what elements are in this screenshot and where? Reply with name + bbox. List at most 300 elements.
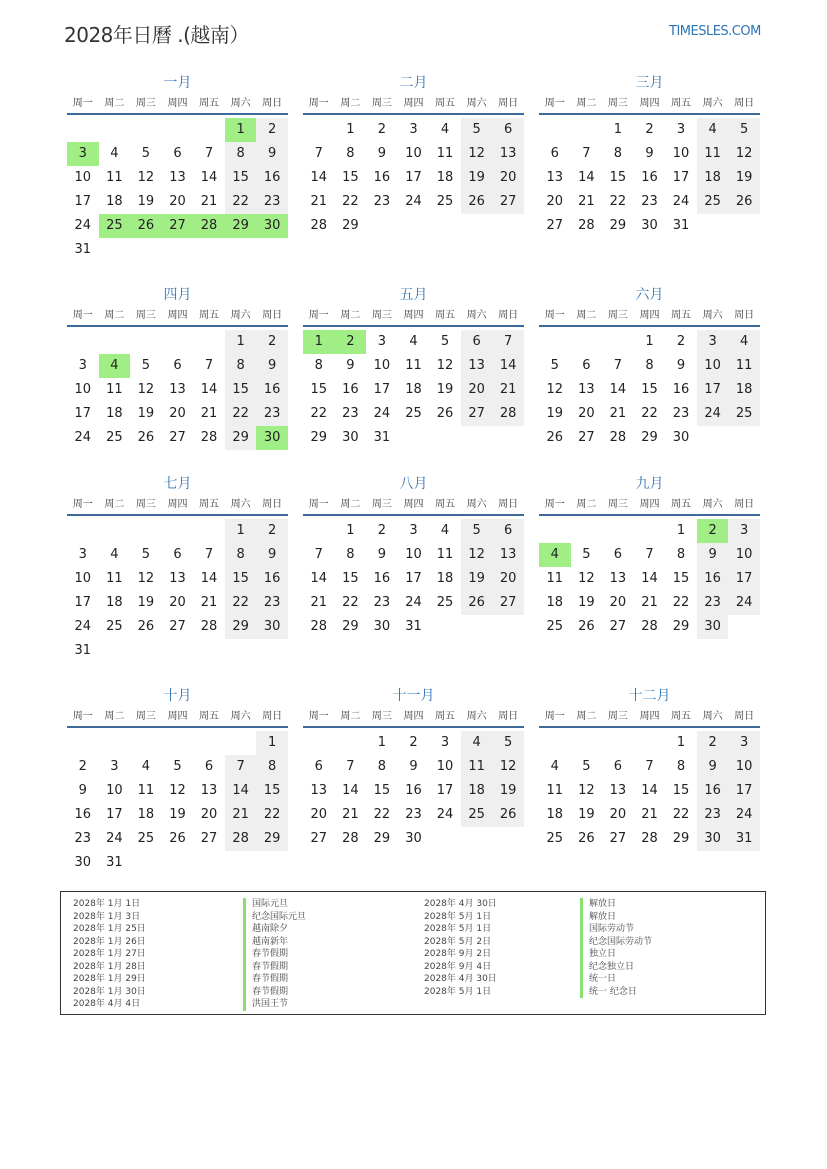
day-cell[interactable]: 29 [641,430,658,445]
day-cell[interactable]: 7 [204,358,214,373]
day-cell[interactable]: 9 [697,755,729,779]
day-cell[interactable]: 22 [672,595,690,610]
day-cell[interactable]: 5 [728,118,760,142]
day-cell[interactable]: 19 [461,166,493,190]
day-cell[interactable]: 15 [373,783,391,798]
day-cell[interactable]: 5 [141,547,151,562]
day-cell[interactable]: 23 [373,595,391,610]
day-cell[interactable]: 2 [377,122,387,137]
day-cell[interactable]: 29 [342,218,359,233]
day-cell[interactable]: 29 [672,831,690,846]
day-cell[interactable]: 11 [546,571,564,586]
day-cell[interactable]: 21 [641,595,658,610]
day-cell[interactable]: 20 [578,406,595,421]
day-cell[interactable]: 15 [225,166,257,190]
day-cell[interactable]: 16 [641,170,658,185]
day-cell[interactable]: 19 [461,567,493,591]
day-cell[interactable]: 7 [582,146,591,161]
day-cell[interactable]: 17 [697,378,729,402]
day-cell[interactable]: 18 [106,194,123,209]
day-cell[interactable]: 24 [728,591,760,615]
day-cell[interactable]: 10 [106,783,123,798]
day-cell[interactable]: 19 [492,779,524,803]
day-cell[interactable]: 6 [492,519,524,543]
day-cell[interactable]: 19 [578,595,595,610]
day-cell[interactable]: 27 [609,831,627,846]
day-cell[interactable]: 15 [225,567,257,591]
day-cell[interactable]: 23 [256,402,288,426]
day-cell[interactable]: 14 [310,571,328,586]
day-cell[interactable]: 10 [728,543,760,567]
day-cell[interactable]: 16 [256,567,288,591]
day-cell[interactable]: 12 [461,142,493,166]
day-cell[interactable]: 27 [461,402,493,426]
day-cell[interactable]: 12 [492,755,524,779]
day-cell[interactable]: 12 [546,382,564,397]
day-cell[interactable]: 22 [342,595,359,610]
day-cell[interactable]: 4 [728,330,760,354]
day-cell[interactable]: 1 [613,122,623,137]
day-cell[interactable]: 1 [346,523,355,538]
day-cell[interactable]: 2 [645,122,654,137]
day-cell[interactable]: 16 [373,571,391,586]
day-cell[interactable]: 10 [74,382,92,397]
day-cell[interactable]: 7 [613,358,623,373]
day-cell[interactable]: 27 [310,831,328,846]
day-cell[interactable]: 2 [256,519,288,543]
day-cell[interactable]: 27 [492,591,524,615]
day-cell[interactable]: 21 [609,406,627,421]
day-cell[interactable]: 10 [74,170,92,185]
day-cell[interactable]: 29 [310,430,328,445]
day-cell[interactable]: 26 [130,214,162,238]
day-cell[interactable]: 8 [613,146,623,161]
day-cell[interactable]: 31 [106,855,123,870]
day-cell[interactable]: 8 [676,547,686,562]
day-cell[interactable]: 11 [137,783,155,798]
day-cell[interactable]: 27 [546,218,564,233]
day-cell[interactable]: 13 [492,142,524,166]
day-cell[interactable]: 3 [409,523,418,538]
day-cell[interactable]: 8 [346,146,355,161]
day-cell[interactable]: 5 [492,731,524,755]
day-cell[interactable]: 10 [373,358,391,373]
day-cell[interactable]: 5 [141,358,151,373]
day-cell[interactable]: 2 [377,523,387,538]
day-cell[interactable]: 17 [106,807,123,822]
day-cell[interactable]: 27 [169,430,186,445]
day-cell[interactable]: 20 [492,166,524,190]
day-cell[interactable]: 14 [200,382,218,397]
day-cell[interactable]: 24 [405,595,422,610]
day-cell[interactable]: 28 [641,619,658,634]
day-cell[interactable]: 12 [137,382,155,397]
day-cell[interactable]: 17 [436,783,454,798]
day-cell[interactable]: 15 [609,170,627,185]
day-cell[interactable]: 19 [546,406,564,421]
day-cell[interactable]: 6 [461,330,493,354]
day-cell[interactable]: 18 [137,807,155,822]
day-cell[interactable]: 5 [173,759,182,774]
day-cell[interactable]: 14 [492,354,524,378]
day-cell[interactable]: 19 [169,807,186,822]
day-cell[interactable]: 19 [137,406,155,421]
day-cell[interactable]: 24 [672,194,690,209]
day-cell[interactable]: 7 [314,547,323,562]
day-cell[interactable]: 17 [405,571,422,586]
day-cell[interactable]: 18 [436,571,454,586]
day-cell[interactable]: 25 [436,595,454,610]
day-cell[interactable]: 16 [672,382,690,397]
day-cell[interactable]: 27 [609,619,627,634]
day-cell[interactable]: 17 [74,595,92,610]
day-cell[interactable]: 29 [672,619,690,634]
day-cell[interactable]: 20 [609,595,627,610]
day-cell[interactable]: 5 [461,118,493,142]
day-cell[interactable]: 10 [405,547,422,562]
day-cell[interactable]: 15 [641,382,658,397]
day-cell[interactable]: 16 [256,166,288,190]
day-cell[interactable]: 29 [256,827,288,851]
day-cell[interactable]: 5 [582,759,591,774]
day-cell[interactable]: 26 [461,190,493,214]
day-cell[interactable]: 9 [409,759,418,774]
day-cell[interactable]: 2 [409,735,418,750]
day-cell[interactable]: 28 [200,619,218,634]
day-cell[interactable]: 11 [106,571,123,586]
day-cell[interactable]: 15 [342,170,359,185]
day-cell[interactable]: 1 [676,523,686,538]
day-cell[interactable]: 17 [405,170,422,185]
day-cell[interactable]: 7 [645,759,654,774]
day-cell[interactable]: 14 [200,170,218,185]
day-cell[interactable]: 21 [310,194,328,209]
day-cell[interactable]: 25 [546,831,564,846]
day-cell[interactable]: 14 [342,783,359,798]
day-cell[interactable]: 10 [728,755,760,779]
day-cell[interactable]: 22 [342,194,359,209]
day-cell[interactable]: 22 [672,807,690,822]
day-cell[interactable]: 9 [377,146,387,161]
day-cell[interactable]: 13 [169,170,186,185]
day-cell[interactable]: 9 [676,358,686,373]
day-cell[interactable]: 22 [641,406,658,421]
day-cell[interactable]: 17 [74,194,92,209]
day-cell[interactable]: 21 [492,378,524,402]
day-cell[interactable]: 24 [74,218,92,233]
day-cell[interactable]: 8 [645,358,654,373]
day-cell[interactable]: 28 [225,827,257,851]
day-cell[interactable]: 26 [169,831,186,846]
day-cell[interactable]: 8 [225,543,257,567]
day-cell[interactable]: 21 [200,194,218,209]
day-cell[interactable]: 1 [645,334,654,349]
day-cell[interactable]: 7 [225,755,257,779]
day-cell[interactable]: 10 [74,571,92,586]
day-cell[interactable]: 10 [697,354,729,378]
day-cell[interactable]: 15 [672,571,690,586]
day-cell[interactable]: 6 [582,358,591,373]
day-cell[interactable]: 13 [578,382,595,397]
day-cell[interactable]: 20 [461,378,493,402]
day-cell[interactable]: 12 [436,358,454,373]
day-cell[interactable]: 6 [613,759,623,774]
day-cell[interactable]: 2 [335,330,367,354]
day-cell[interactable]: 1 [256,731,288,755]
day-cell[interactable]: 18 [405,382,422,397]
day-cell[interactable]: 18 [728,378,760,402]
day-cell[interactable]: 1 [377,735,387,750]
day-cell[interactable]: 6 [550,146,559,161]
day-cell[interactable]: 27 [200,831,218,846]
day-cell[interactable]: 8 [314,358,323,373]
day-cell[interactable]: 13 [492,543,524,567]
day-cell[interactable]: 9 [377,547,387,562]
day-cell[interactable]: 13 [310,783,328,798]
day-cell[interactable]: 8 [377,759,387,774]
day-cell[interactable]: 6 [613,547,623,562]
day-cell[interactable]: 18 [546,807,564,822]
day-cell[interactable]: 23 [697,803,729,827]
day-cell[interactable]: 12 [578,571,595,586]
day-cell[interactable]: 14 [641,571,658,586]
day-cell[interactable]: 23 [641,194,658,209]
day-cell[interactable]: 14 [225,779,257,803]
day-cell[interactable]: 21 [200,595,218,610]
day-cell[interactable]: 22 [310,406,328,421]
day-cell[interactable]: 29 [225,214,257,238]
day-cell[interactable]: 24 [728,803,760,827]
day-cell[interactable]: 2 [676,334,686,349]
day-cell[interactable]: 8 [346,547,355,562]
day-cell[interactable]: 27 [578,430,595,445]
day-cell[interactable]: 11 [106,382,123,397]
day-cell[interactable]: 3 [440,735,450,750]
day-cell[interactable]: 14 [609,382,627,397]
day-cell[interactable]: 20 [169,406,186,421]
day-cell[interactable]: 22 [225,190,257,214]
day-cell[interactable]: 26 [137,430,155,445]
day-cell[interactable]: 28 [342,831,359,846]
day-cell[interactable]: 17 [373,382,391,397]
day-cell[interactable]: 12 [728,142,760,166]
day-cell[interactable]: 24 [74,619,92,634]
day-cell[interactable]: 31 [74,643,92,658]
day-cell[interactable]: 21 [225,803,257,827]
day-cell[interactable]: 26 [546,430,564,445]
day-cell[interactable]: 26 [492,803,524,827]
day-cell[interactable]: 29 [225,426,257,450]
day-cell[interactable]: 19 [137,595,155,610]
day-cell[interactable]: 11 [436,547,454,562]
day-cell[interactable]: 8 [225,354,257,378]
day-cell[interactable]: 13 [546,170,564,185]
day-cell[interactable]: 3 [67,142,99,166]
day-cell[interactable]: 5 [582,547,591,562]
day-cell[interactable]: 5 [440,334,450,349]
day-cell[interactable]: 24 [373,406,391,421]
day-cell[interactable]: 25 [728,402,760,426]
day-cell[interactable]: 23 [405,807,422,822]
day-cell[interactable]: 30 [641,218,658,233]
day-cell[interactable]: 11 [436,146,454,161]
day-cell[interactable]: 2 [697,519,729,543]
day-cell[interactable]: 5 [141,146,151,161]
day-cell[interactable]: 28 [609,430,627,445]
day-cell[interactable]: 4 [539,543,571,567]
day-cell[interactable]: 5 [550,358,559,373]
day-cell[interactable]: 15 [310,382,328,397]
day-cell[interactable]: 30 [373,619,391,634]
day-cell[interactable]: 28 [492,402,524,426]
day-cell[interactable]: 1 [225,519,257,543]
day-cell[interactable]: 31 [672,218,690,233]
day-cell[interactable]: 18 [106,595,123,610]
day-cell[interactable]: 4 [409,334,418,349]
day-cell[interactable]: 21 [310,595,328,610]
day-cell[interactable]: 4 [440,122,450,137]
day-cell[interactable]: 1 [676,735,686,750]
day-cell[interactable]: 26 [578,831,595,846]
day-cell[interactable]: 2 [256,118,288,142]
day-cell[interactable]: 3 [377,334,387,349]
day-cell[interactable]: 1 [225,118,257,142]
day-cell[interactable]: 11 [728,354,760,378]
day-cell[interactable]: 11 [106,170,123,185]
day-cell[interactable]: 17 [672,170,690,185]
day-cell[interactable]: 6 [492,118,524,142]
day-cell[interactable]: 6 [204,759,214,774]
day-cell[interactable]: 22 [225,591,257,615]
day-cell[interactable]: 30 [697,615,729,639]
day-cell[interactable]: 9 [697,543,729,567]
day-cell[interactable]: 25 [697,190,729,214]
day-cell[interactable]: 24 [697,402,729,426]
day-cell[interactable]: 20 [310,807,328,822]
day-cell[interactable]: 9 [256,543,288,567]
day-cell[interactable]: 27 [492,190,524,214]
day-cell[interactable]: 8 [676,759,686,774]
day-cell[interactable]: 29 [373,831,391,846]
day-cell[interactable]: 19 [137,194,155,209]
day-cell[interactable]: 25 [99,214,131,238]
day-cell[interactable]: 4 [440,523,450,538]
day-cell[interactable]: 12 [169,783,186,798]
day-cell[interactable]: 13 [169,382,186,397]
day-cell[interactable]: 3 [110,759,119,774]
day-cell[interactable]: 22 [225,402,257,426]
day-cell[interactable]: 15 [225,378,257,402]
day-cell[interactable]: 7 [204,547,214,562]
day-cell[interactable]: 31 [405,619,422,634]
day-cell[interactable]: 4 [110,547,119,562]
day-cell[interactable]: 23 [256,591,288,615]
day-cell[interactable]: 13 [609,571,627,586]
day-cell[interactable]: 7 [492,330,524,354]
day-cell[interactable]: 7 [645,547,654,562]
day-cell[interactable]: 30 [256,426,288,450]
day-cell[interactable]: 3 [78,358,87,373]
day-cell[interactable]: 25 [106,430,123,445]
day-cell[interactable]: 7 [314,146,323,161]
day-cell[interactable]: 31 [728,827,760,851]
day-cell[interactable]: 19 [578,807,595,822]
day-cell[interactable]: 17 [74,406,92,421]
day-cell[interactable]: 17 [728,779,760,803]
day-cell[interactable]: 22 [609,194,627,209]
day-cell[interactable]: 6 [173,547,182,562]
day-cell[interactable]: 13 [169,571,186,586]
day-cell[interactable]: 3 [409,122,418,137]
day-cell[interactable]: 24 [405,194,422,209]
day-cell[interactable]: 28 [310,218,328,233]
day-cell[interactable]: 10 [672,146,690,161]
day-cell[interactable]: 30 [697,827,729,851]
day-cell[interactable]: 14 [200,571,218,586]
day-cell[interactable]: 20 [546,194,564,209]
day-cell[interactable]: 1 [346,122,355,137]
day-cell[interactable]: 30 [405,831,422,846]
day-cell[interactable]: 14 [641,783,658,798]
day-cell[interactable]: 16 [405,783,422,798]
day-cell[interactable]: 24 [74,430,92,445]
day-cell[interactable]: 25 [436,194,454,209]
day-cell[interactable]: 4 [550,759,559,774]
day-cell[interactable]: 14 [310,170,328,185]
day-cell[interactable]: 6 [314,759,323,774]
day-cell[interactable]: 11 [546,783,564,798]
day-cell[interactable]: 7 [346,759,355,774]
day-cell[interactable]: 12 [137,571,155,586]
day-cell[interactable]: 28 [310,619,328,634]
day-cell[interactable]: 10 [436,759,454,774]
day-cell[interactable]: 11 [461,755,493,779]
day-cell[interactable]: 21 [200,406,218,421]
day-cell[interactable]: 1 [225,330,257,354]
day-cell[interactable]: 18 [461,779,493,803]
day-cell[interactable]: 30 [672,430,690,445]
day-cell[interactable]: 26 [461,591,493,615]
day-cell[interactable]: 16 [373,170,391,185]
day-cell[interactable]: 30 [256,214,288,238]
day-cell[interactable]: 16 [697,779,729,803]
day-cell[interactable]: 11 [697,142,729,166]
day-cell[interactable]: 29 [342,619,359,634]
day-cell[interactable]: 20 [492,567,524,591]
day-cell[interactable]: 23 [342,406,359,421]
day-cell[interactable]: 16 [697,567,729,591]
day-cell[interactable]: 10 [405,146,422,161]
day-cell[interactable]: 2 [78,759,87,774]
day-cell[interactable]: 9 [256,354,288,378]
day-cell[interactable]: 2 [256,330,288,354]
day-cell[interactable]: 25 [405,406,422,421]
day-cell[interactable]: 26 [436,406,454,421]
day-cell[interactable]: 21 [578,194,595,209]
day-cell[interactable]: 29 [609,218,627,233]
day-cell[interactable]: 31 [373,430,391,445]
day-cell[interactable]: 21 [641,807,658,822]
day-cell[interactable]: 27 [162,214,194,238]
day-cell[interactable]: 30 [342,430,359,445]
day-cell[interactable]: 13 [461,354,493,378]
day-cell[interactable]: 13 [609,783,627,798]
day-cell[interactable]: 3 [676,122,686,137]
day-cell[interactable]: 9 [346,358,355,373]
day-cell[interactable]: 12 [461,543,493,567]
day-cell[interactable]: 7 [204,146,214,161]
day-cell[interactable]: 28 [641,831,658,846]
